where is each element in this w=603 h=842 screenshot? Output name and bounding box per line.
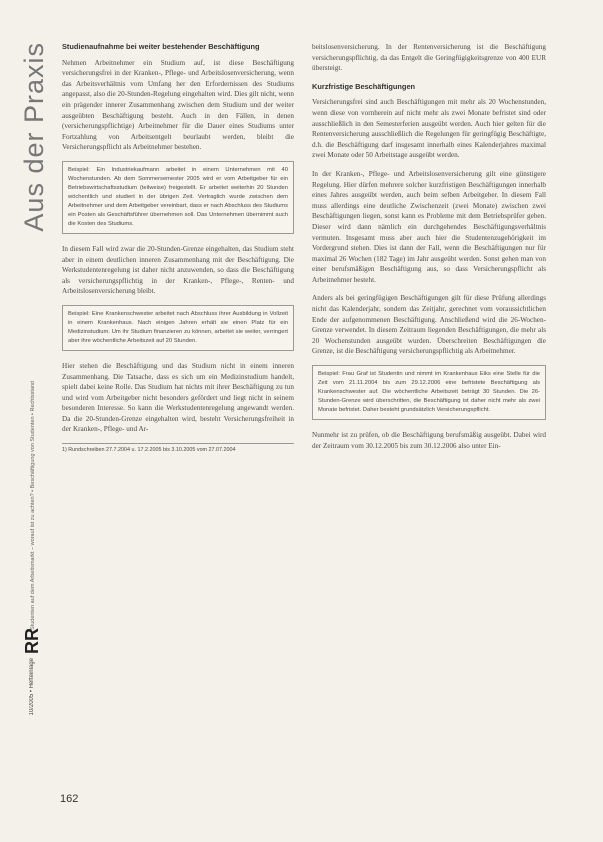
publisher-logo: RR: [21, 628, 42, 654]
paragraph: Versicherungsfrei sind auch Beschäftigungen mit mehr als 20 Wochenstunden, wenn diese von vornherein auf nicht mehr als zwei Monate befristet sind oder ausschließlich in den Semesterferien ausgeübt werden. Auch hier gelten für die Rentenversicherung ausschließlich die Regelungen für geringfügig Beschäftigte, d.h. die Beschäftigung darf insgesamt innerhalb eines Kalenderjahres maximal zwei Monate oder 50 Arbeitstage ausgeübt werden.: [312, 98, 546, 160]
paragraph: In der Kranken-, Pflege- und Arbeitslosenversicherung gilt eine günstigere Regelung. Hier dürfen mehrere solcher kurzfristigen Beschäftigungen innerhalb eines Jahres ausgeübt werden, auch beim selben Arbeitgeber. In diesem Fall muss allerdings eine deutliche Zwischenzeit (zwei Monate) zwischen zwei Beschäftigungen liegen, sonst kann es Probleme mit dem Betriebsprüfer geben. Dieser wird dann nämlich ein durchgehendes Beschäftigungsverhältnis vermuten. Insgesamt muss aber auch hier die Studentenzugehörigkeit im Vordergrund stehen. Dies ist dann der Fall, wenn die Beschäftigungen nur für maximal 26 Wochen (182 Tage) im Jahr ausgeübt werden. Sonst gehen man von einer berufsmäßigen Beschäftigung aus, so dass Versicherungspflicht als Arbeitnehmer besteht.: [312, 169, 546, 284]
heading-kurzfristige-beschaeftigungen: Kurzfristige Beschäftigungen: [312, 81, 416, 91]
heading-studienaufnahme: Studienaufnahme bei weiter bestehender Beschäftigung: [62, 42, 260, 51]
footnote: 1) Rundschreiben 27.7.2004 u. 17.2.2005 bis 3.10.2005 vom 27.07.2004: [62, 443, 294, 454]
paragraph: Anders als bei geringfügigen Beschäftigungen gilt für diese Prüfung allerdings nicht das Kalenderjahr, sondern das Zeitjahr, gerechnet vom voraussichtlichen Ende der aufgenommenen Beschäftigung. Anschließend wird die 26-Wochen-Grenze verwendet. In diesem Zeitraum liegenden Beschäftigungen, die mehr als 20 Wochenstunden ausgeübt wurden. Überschreiten Beschäftigungen die Grenze, ist die Beschäftigung versicherungspflichtig als Arbeitnehmer.: [312, 294, 546, 356]
page-number: 162: [60, 793, 79, 805]
right-column: [312, 42, 546, 459]
side-running-text: Studenten auf dem Arbeitsmarkt – worauf ist zu achten? • Beschäftigung von Studenten • Rechtsstand: [30, 380, 36, 630]
example-box: Beispiel: Frau Graf ist Studentin und nimmt im Krankenhaus Eiks eine Stelle für die Zeit vom 21.11.2004 bis zum 29.12.2006 eine befristete Beschäftigung als Krankenschwester auf. Die wöchentliche Arbeitszeit beträgt 30 Stunden. Die 26-Stunden-Grenze wird überschritten, die Beschäftigung ist daher nicht mehr als zwei Monate befristet. Daher besteht grundsätzlich Versicherungspflicht.: [312, 365, 546, 420]
example-box: Beispiel: Ein Industriekaufmann arbeitet in einem Unternehmen mit 40 Wochenstunden. Ab dem Sommersemester 2005 wird er vom Arbeitgeber für ein Betriebswirtschaftsstudium (teilweise) freigestellt. Er arbeitet weiterhin 20 Stunden wöchentlich und studiert in der übrigen Zeit. Vertraglich wurde zwischen dem Arbeitnehmer und dem Arbeitgeber vereinbart, dass er nach Abschluss des Studiums ein Posten als Geschäftsführer übernehmen soll. Das Unternehmen übernimmt auch die Kosten des Studiums.: [62, 161, 294, 234]
example-box: Beispiel: Eine Krankenschwester arbeitet nach Abschluss ihrer Ausbildung in Vollzeit in einem Krankenhaus. Nach einigen Jahren erhält sie einen Platz für ein Medizinstudium. Um ihr Studium finanzieren zu können, arbeitet sie weiter, verringert aber ihre wöchentliche Arbeitszeit auf 20 Stunden.: [62, 305, 294, 351]
left-column: [62, 42, 294, 454]
paragraph: In diesem Fall wird zwar die 20-Stunden-Grenze eingehalten, das Studium steht aber in einem deutlichen inneren Zusammenhang mit der Beschäftigung. Die Werkstudentenregelung ist daher nicht anzuwenden, so dass die Beschäftigung als versicherungspflichtig in der Kranken-, Pflege-, Renten- und Arbeitslosenversicherung bleibt.: [62, 244, 294, 296]
paragraph: Hier stehen die Beschäftigung und das Studium nicht in einem inneren Zusammenhang. Die Tatsache, dass es sich um ein Medizinstudium handelt, spielt dabei keine Rolle. Das Studium hat nichts mit ihrer Beschäftigung zu tun und wird vom Arbeitgeber nicht besonders gefördert und liegt nicht in seinem besonderen Interesse. So kann die Werkstudentenregelung angewandt werden. Da die 20-Stunden-Grenze eingehalten wird, besteht Versicherungsfreiheit in der Kranken-, Pflege- und Ar-: [62, 361, 294, 434]
paragraph: beitslosenversicherung. In der Rentenversicherung ist die Beschäftigung versicherungspflichtig, da das Entgelt die Geringfügigkeitsgrenze von 400 EUR übersteigt.: [312, 43, 546, 73]
paragraph: Nunmehr ist zu prüfen, ob die Beschäftigung berufsmäßig ausgeübt. Dabei wird der Zeitraum vom 30.12.2005 bis zum 30.12.2006 also unter Ein-: [312, 431, 546, 450]
footer-brand: [18, 628, 46, 808]
paragraph: Nehmen Arbeitnehmer ein Studium auf, ist diese Beschäftigung versicherungsfrei in der Kranken-, Pflege- und Arbeitslosenversicherung, wenn das Arbeitsverhältnis vom Umfang her den Erfordernissen des Studiums angepasst, also die 20-Stunden-Regelung eingehalten wird. Dies gilt nicht, wenn ein prägender innerer Zusammenhang zwischen dem Studium und der weiter ausgeübten Beschäftigung besteht. Auch in den Fällen, in denen (versicherungspflichtige) Arbeitnehmer für die Dauer eines Studiums unter Fortzahlung von Arbeitsentgelt beurlaubt werden, bleibt die Versicherungspflicht als Arbeitnehmer bestehen.: [62, 58, 294, 152]
section-brand: [18, 42, 49, 252]
issue-meta: 10/2005 • Hefteinlage: [29, 658, 35, 716]
section-brand-text: Aus der Praxis: [18, 42, 49, 232]
